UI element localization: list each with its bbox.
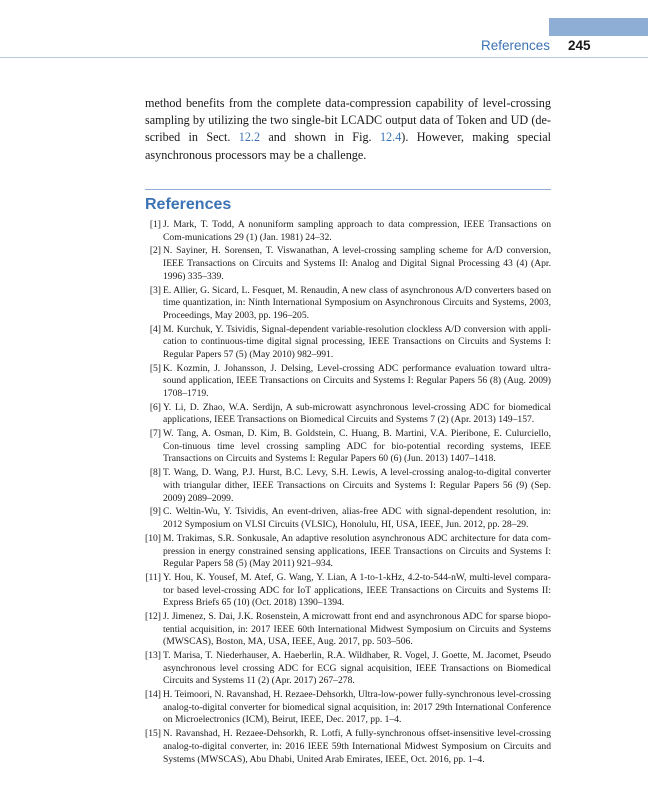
reference-text: E. Allier, G. Sicard, L. Fesquet, M. Renaudin, A new class of asynchronous A/D converters based on time quantization, in: Ninth International Symposium on Asynchronous Circuits and Systems, 2003, Proceedings, May 2003, pp. 196–205. (163, 284, 551, 321)
reference-item (145, 245, 551, 283)
reference-text: K. Kozmin, J. Johansson, J. Delsing, Level-crossing ADC performance evaluation toward ultra-sound application, IEEE Transactions on Circuits and Systems I: Regular Papers 56 (8) (Aug. 2009) 1708–1719. (163, 362, 551, 399)
reference-number: [10] (145, 532, 161, 544)
reference-item (145, 402, 551, 427)
reference-item (145, 467, 551, 505)
reference-text: J. Mark, T. Todd, A nonuniform sampling approach to data compression, IEEE Transactions on Com-munications 29 (1) (Jan. 1981) 24–32. (163, 219, 551, 243)
reference-text: Y. Li, D. Zhao, W.A. Serdijn, A sub-microwatt asynchronous level-crossing ADC for biomedical applications, IEEE Transactions on Biomedical Circuits and Systems 7 (2) (Apr. 2013) 149–157. (163, 401, 551, 426)
reference-number: [13] (145, 650, 161, 662)
reference-number: [1] (149, 219, 161, 230)
reference-text: J. Jimenez, S. Dai, J.K. Rosenstein, A microwatt front end and asynchronous ADC for sparse biopo-tential acquisition, in: 2017 IEEE 60th International Midwest Symposium on Circuits and Systems (MWSCAS), Boston, MA, USA, IEEE, Aug. 2017, pp. 503–506. (163, 611, 551, 648)
reference-item (145, 324, 551, 362)
reference-item (145, 428, 551, 466)
chapter-tab-marker (549, 18, 648, 36)
reference-text: M. Kurchuk, Y. Tsividis, Signal-dependent variable-resolution clockless A/D conversion with appli-cation to continuous-time digital signal processing, IEEE Transactions on Circuits and Systems I: Regular Papers 57 (5) (May 2010) 982–991. (163, 323, 551, 360)
reference-text: W. Tang, A. Osman, D. Kim, B. Goldstein, C. Huang, B. Martini, V.A. Pieribone, E. Culurciello, Con-tinuous time level crossing sampling ADC for bio-potential recording systems, IEEE Transactions on Circuits and Systems I: Regular Papers 60 (6) (Jun. 2013) 1407–1418. (163, 428, 551, 465)
reference-item (145, 533, 551, 571)
section-divider (145, 189, 551, 190)
reference-number: [3] (149, 284, 161, 296)
reference-item (145, 689, 551, 727)
reference-number: [6] (149, 401, 161, 413)
reference-text: M. Trakimas, S.R. Sonkusale, An adaptive resolution asynchronous ADC architecture for data com-pression in energy constrained sensing applications, IEEE Transactions on Circuits and Systems I: Regular Papers 58 (5) (May 2011) 921–934. (163, 532, 551, 570)
reference-text: Y. Hou, K. Yousef, M. Atef, G. Wang, Y. Lian, A 1-to-1-kHz, 4.2-to-544-nW, multi-level compara-tor based level-crossing ADC for IoT applications, IEEE Transactions on Circuits and Systems II: Express Briefs 65 (10) (Oct. 2018) 1390–1394. (163, 572, 551, 609)
reference-number: [5] (149, 362, 161, 374)
paragraph-text-2: and shown in Fig. (268, 130, 372, 145)
reference-number: [14] (145, 689, 161, 701)
reference-item (145, 728, 551, 766)
figure-link[interactable]: 12.4 (379, 130, 402, 145)
running-header (0, 37, 648, 55)
reference-text: T. Marisa, T. Niederhauser, A. Haeberlin, R.A. Wildhaber, R. Vogel, J. Goette, M. Jacomet, Pseudo asynchronous level crossing ADC for ECG signal acquisition, IEEE Transactions on Biomedical Circuits and Systems 11 (2) (Apr. 2017) 267–278. (163, 650, 551, 687)
paragraph-text-1: method benefits from the complete data-compression capability of level-crossing sampling by utilizing the two single-bit LCADC output data of Token and UD (de-scribed in Sect. (145, 96, 551, 145)
reference-item (145, 650, 551, 688)
header-divider (0, 57, 648, 58)
reference-text: C. Weltin-Wu, Y. Tsividis, An event-driven, alias-free ADC with signal-dependent resolution, in: 2012 Symposium on VLSI Circuits (VLSIC), Honolulu, HI, USA, IEEE, Jun. 2012, pp. 28–29. (163, 506, 551, 531)
reference-item (145, 572, 551, 610)
reference-item (145, 219, 551, 244)
reference-text: N. Sayiner, H. Sorensen, T. Viswanathan, A level-crossing sampling scheme for A/D conversion, IEEE Transactions on Circuits and Systems II: Analog and Digital Signal Processing 43 (4) (Apr. 1996) 335–339. (163, 245, 551, 282)
reference-number: [7] (149, 428, 161, 440)
reference-number: [12] (145, 611, 161, 623)
reference-number: [8] (149, 467, 161, 479)
reference-text: H. Teimoori, N. Ravanshad, H. Rezaee-Dehsorkh, Ultra-low-power fully-synchronous level-crossing analog-to-digital converter for biomedical signal acquisition, in: 2017 29th International Conference on Microelectronics (ICM), Beirut, IEEE, Dec. 2017, pp. 1–4. (163, 689, 551, 726)
reference-text: N. Ravanshad, H. Rezaee-Dehsorkh, R. Lotfi, A fully-synchronous offset-insensitive level-crossing analog-to-digital converter, in: 2016 IEEE 59th International Midwest Symposium on Circuits and Systems (MWSCAS), Abu Dhabi, United Arab Emirates, IEEE, Oct. 2016, pp. 1–4. (163, 728, 551, 765)
reference-number: [2] (149, 245, 161, 257)
reference-number: [9] (149, 506, 161, 518)
reference-list (145, 219, 551, 767)
reference-number: [15] (145, 728, 161, 740)
reference-item (145, 285, 551, 323)
reference-number: [11] (145, 572, 161, 583)
reference-item (145, 506, 551, 531)
paragraph-text-3: ). However, making special asynchronous processors may be a challenge. (145, 130, 552, 162)
reference-item (145, 363, 551, 401)
references-heading: References (145, 196, 232, 213)
running-header-title: References (480, 38, 550, 53)
body-paragraph (145, 95, 551, 164)
reference-number: [4] (149, 323, 161, 335)
page-number: 245 (568, 38, 591, 53)
reference-text: T. Wang, D. Wang, P.J. Hurst, B.C. Levy, S.H. Lewis, A level-crossing analog-to-digital converter with triangular dither, IEEE Transactions on Circuits and Systems I: Regular Papers 56 (9) (Sep. 2009) 2089–2099. (163, 467, 551, 504)
section-link[interactable]: 12.2 (238, 130, 261, 145)
reference-item (145, 611, 551, 649)
